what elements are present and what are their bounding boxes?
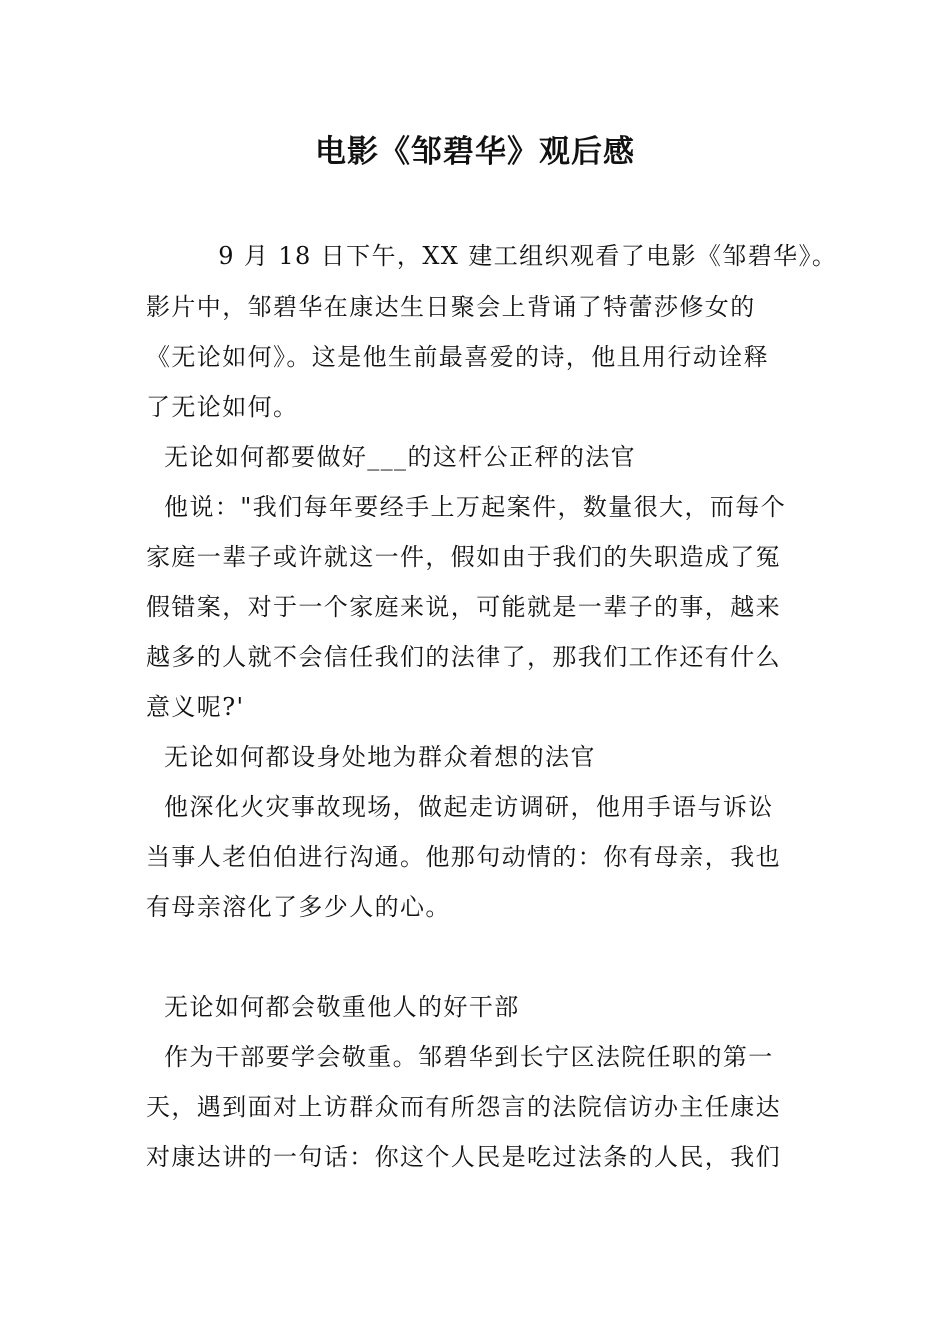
text-line: 对康达讲的一句话：你这个人民是吃过法条的人民，我们 [146,1143,781,1171]
text-line: 家庭一辈子或许就这一件，假如由于我们的失职造成了冤 [146,543,781,571]
document-title: 电影《邹碧华》观后感 [315,134,635,170]
text-line: 影片中，邹碧华在康达生日聚会上背诵了特蕾莎修女的 [146,293,756,321]
text-line: 9 月 18 日下午，XX 建工组织观看了电影《邹碧华》。 [146,242,838,270]
text-line: 了无论如何。 [146,393,299,421]
text-line: 无论如何都要做好___的这杆公正秤的法官 [146,443,637,471]
text-line: 当事人老伯伯进行沟通。他那句动情的：你有母亲，我也 [146,843,781,871]
text-line: 越多的人就不会信任我们的法律了，那我们工作还有什么 [146,643,781,671]
text-line: 他说："我们每年要经手上万起案件，数量很大，而每个 [146,493,787,521]
text-line: 天，遇到面对上访群众而有所怨言的法院信访办主任康达 [146,1093,781,1121]
text-line: 《无论如何》。这是他生前最喜爱的诗，他且用行动诠释 [146,343,769,371]
text-line: 有母亲溶化了多少人的心。 [146,893,451,921]
text-line: 假错案，对于一个家庭来说，可能就是一辈子的事，越来 [146,593,781,621]
text-line: 意义呢?' [146,693,245,721]
text-line: 无论如何都设身处地为群众着想的法官 [146,743,596,771]
text-line: 作为干部要学会敬重。邹碧华到长宁区法院任职的第一 [146,1043,774,1071]
text-line: 他深化火灾事故现场，做起走访调研，他用手语与诉讼 [146,793,774,821]
text-line: 无论如何都会敬重他人的好干部 [146,993,520,1021]
